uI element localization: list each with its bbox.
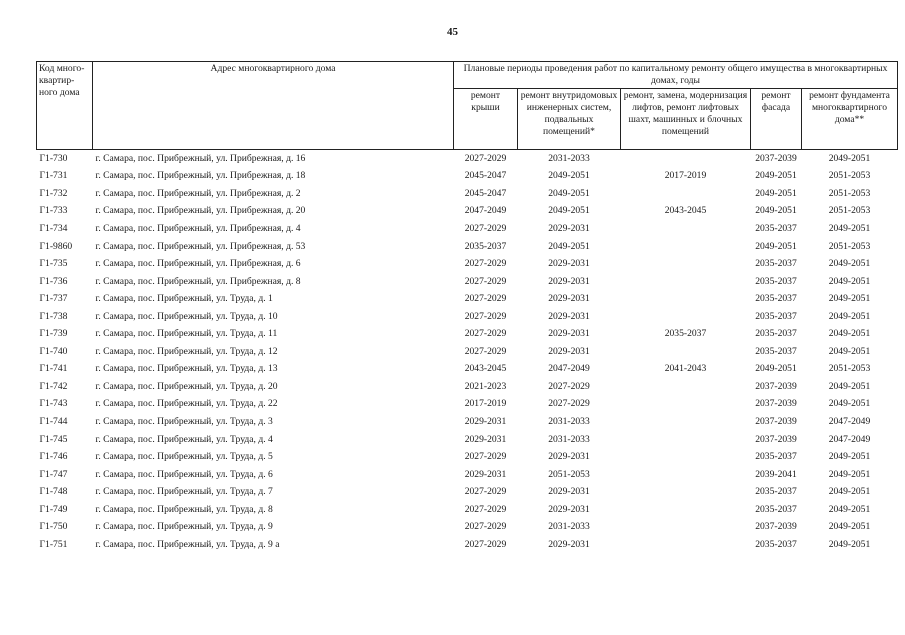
table-row — [37, 431, 898, 449]
header-roof: ремонт крыши — [454, 89, 518, 150]
cell-engineering: 2031-2033 — [548, 433, 590, 445]
cell-roof: 2029-2031 — [464, 468, 507, 480]
cell-roof: 2027-2029 — [464, 275, 507, 287]
cell-roof: 2027-2029 — [454, 150, 518, 168]
cell-facade: 2037-2039 — [751, 150, 802, 168]
cell-roof: 2027-2029 — [464, 345, 507, 357]
table-row — [37, 413, 898, 431]
cell-foundation: 2049-2051 — [828, 398, 871, 410]
cell-elevators — [621, 483, 751, 501]
cell-roof: 2035-2037 — [464, 240, 507, 252]
cell-roof: 2021-2023 — [464, 380, 507, 392]
cell-foundation: 2049-2051 — [828, 451, 871, 463]
table-body — [37, 150, 898, 554]
cell-code: Г1-737 — [39, 293, 68, 305]
cell-roof: 2027-2029 — [464, 451, 507, 463]
cell-roof: 2027-2029 — [464, 222, 507, 234]
cell-foundation: 2051-2053 — [828, 187, 871, 199]
cell-facade: 2035-2037 — [755, 538, 797, 550]
cell-foundation: 2049-2051 — [828, 345, 871, 357]
cell-engineering: 2029-2031 — [548, 275, 590, 287]
cell-roof: 2027-2029 — [464, 293, 507, 305]
cell-roof: 2017-2019 — [464, 398, 507, 410]
cell-elevators — [621, 431, 751, 449]
cell-foundation: 2049-2051 — [828, 328, 871, 340]
cell-roof: 2045-2047 — [464, 170, 507, 182]
cell-facade: 2049-2051 — [755, 240, 797, 252]
cell-address: г. Самара, пос. Прибрежный, ул. Труда, д. 13 — [95, 363, 278, 375]
cell-address: г. Самара, пос. Прибрежный, ул. Труда, д. 20 — [95, 380, 278, 392]
cell-code: Г1-738 — [39, 310, 68, 322]
cell-roof: 2027-2029 — [464, 538, 507, 550]
table-row — [37, 361, 898, 379]
cell-foundation: 2049-2051 — [802, 150, 898, 168]
table-row — [37, 150, 898, 168]
cell-address: г. Самара, пос. Прибрежный, ул. Труда, д. 6 — [95, 468, 273, 480]
cell-engineering: 2029-2031 — [548, 258, 590, 270]
header-facade: ремонт фасада — [751, 89, 802, 150]
header-periods: Плановые периоды проведения работ по капитальному ремонту общего имущества в многоквартирных домах, годы — [454, 62, 898, 89]
cell-facade: 2035-2037 — [755, 486, 797, 498]
cell-foundation: 2049-2051 — [828, 293, 871, 305]
cell-address: г. Самара, пос. Прибрежный, ул. Прибрежная, д. 53 — [95, 240, 306, 252]
cell-engineering: 2029-2031 — [548, 310, 590, 322]
cell-facade: 2049-2051 — [755, 205, 797, 217]
cell-engineering: 2031-2033 — [518, 150, 621, 168]
cell-code: Г1-743 — [39, 398, 68, 410]
page-number: 45 — [447, 26, 458, 38]
cell-foundation: 2049-2051 — [828, 486, 871, 498]
cell-engineering: 2029-2031 — [548, 486, 590, 498]
cell-elevators — [621, 273, 751, 291]
cell-facade: 2049-2051 — [755, 187, 797, 199]
cell-address: г. Самара, пос. Прибрежный, ул. Труда, д. 4 — [95, 433, 273, 445]
repair-schedule-table — [36, 61, 898, 554]
cell-address: г. Самара, пос. Прибрежный, ул. Труда, д. 1 — [95, 293, 273, 305]
cell-elevators — [621, 255, 751, 273]
cell-elevators: 2035-2037 — [664, 328, 707, 340]
cell-foundation: 2049-2051 — [828, 380, 871, 392]
cell-address: г. Самара, пос. Прибрежный, ул. Прибрежная, д. 16 — [93, 150, 454, 168]
table-row — [37, 308, 898, 326]
cell-elevators — [621, 150, 751, 168]
cell-elevators — [621, 185, 751, 203]
cell-code: Г1-749 — [39, 503, 68, 515]
cell-foundation: 2049-2051 — [828, 503, 871, 515]
table-row — [37, 290, 898, 308]
table-row — [37, 185, 898, 203]
cell-address: г. Самара, пос. Прибрежный, ул. Труда, д. 11 — [95, 328, 278, 340]
cell-facade: 2037-2039 — [755, 415, 797, 427]
table-header — [37, 62, 898, 150]
cell-roof: 2027-2029 — [464, 328, 507, 340]
cell-code: Г1-734 — [39, 222, 68, 234]
cell-elevators — [621, 343, 751, 361]
header-code: Код много-квартир-ного дома — [37, 62, 93, 150]
cell-engineering: 2029-2031 — [548, 503, 590, 515]
cell-foundation: 2049-2051 — [828, 521, 871, 533]
cell-address: г. Самара, пос. Прибрежный, ул. Труда, д. 7 — [95, 486, 273, 498]
table-row — [37, 518, 898, 536]
header-foundation: ремонт фундамента многоквартирного дома** — [802, 89, 898, 150]
table-row — [37, 343, 898, 361]
table-row — [37, 203, 898, 221]
cell-code: Г1-732 — [39, 187, 68, 199]
cell-facade: 2049-2051 — [755, 170, 797, 182]
cell-elevators — [621, 466, 751, 484]
cell-facade: 2035-2037 — [755, 275, 797, 287]
cell-address: г. Самара, пос. Прибрежный, ул. Труда, д. 9 — [95, 521, 273, 533]
cell-code: Г1-748 — [39, 486, 68, 498]
cell-foundation: 2049-2051 — [828, 538, 871, 550]
cell-foundation: 2051-2053 — [828, 170, 871, 182]
cell-address: г. Самара, пос. Прибрежный, ул. Труда, д. 10 — [95, 310, 278, 322]
cell-engineering: 2027-2029 — [548, 398, 590, 410]
cell-elevators — [621, 220, 751, 238]
table-row — [37, 396, 898, 414]
cell-code: Г1-750 — [39, 521, 68, 533]
cell-facade: 2035-2037 — [755, 222, 797, 234]
cell-facade: 2037-2039 — [755, 433, 797, 445]
cell-elevators: 2041-2043 — [664, 363, 707, 375]
table-row — [37, 448, 898, 466]
table-row — [37, 378, 898, 396]
cell-foundation: 2049-2051 — [828, 310, 871, 322]
table-row — [37, 501, 898, 519]
cell-address: г. Самара, пос. Прибрежный, ул. Прибрежная, д. 8 — [95, 275, 301, 287]
header-address: Адрес многоквартирного дома — [93, 62, 454, 150]
cell-address: г. Самара, пос. Прибрежный, ул. Труда, д. 22 — [95, 398, 278, 410]
cell-code: Г1-741 — [39, 363, 68, 375]
cell-address: г. Самара, пос. Прибрежный, ул. Прибрежная, д. 2 — [95, 187, 301, 199]
cell-code: Г1-746 — [39, 451, 68, 463]
cell-code: Г1-731 — [39, 170, 68, 182]
cell-code: Г1-9860 — [39, 240, 73, 252]
cell-code: Г1-751 — [39, 538, 68, 550]
cell-address: г. Самара, пос. Прибрежный, ул. Прибрежная, д. 18 — [95, 170, 306, 182]
cell-engineering: 2029-2031 — [548, 538, 590, 550]
cell-engineering: 2049-2051 — [548, 240, 590, 252]
cell-elevators — [621, 308, 751, 326]
cell-facade: 2035-2037 — [755, 293, 797, 305]
cell-facade: 2035-2037 — [755, 503, 797, 515]
cell-engineering: 2029-2031 — [548, 328, 590, 340]
cell-elevators — [621, 536, 751, 554]
cell-code: Г1-733 — [39, 205, 68, 217]
cell-elevators: 2043-2045 — [664, 205, 707, 217]
table-row — [37, 220, 898, 238]
cell-address: г. Самара, пос. Прибрежный, ул. Прибрежная, д. 20 — [95, 205, 306, 217]
table-row — [37, 325, 898, 343]
cell-elevators — [621, 238, 751, 256]
cell-address: г. Самара, пос. Прибрежный, ул. Прибрежная, д. 6 — [95, 258, 301, 270]
cell-engineering: 2031-2033 — [548, 415, 590, 427]
cell-engineering: 2051-2053 — [548, 468, 590, 480]
cell-roof: 2027-2029 — [464, 258, 507, 270]
table-row — [37, 273, 898, 291]
cell-facade: 2037-2039 — [755, 380, 797, 392]
cell-elevators — [621, 290, 751, 308]
cell-engineering: 2027-2029 — [548, 380, 590, 392]
cell-foundation: 2049-2051 — [828, 275, 871, 287]
table-row — [37, 466, 898, 484]
cell-facade: 2037-2039 — [755, 521, 797, 533]
cell-elevators — [621, 448, 751, 466]
cell-roof: 2027-2029 — [464, 486, 507, 498]
cell-roof: 2045-2047 — [464, 187, 507, 199]
cell-roof: 2027-2029 — [464, 310, 507, 322]
cell-facade: 2039-2041 — [755, 468, 797, 480]
cell-facade: 2035-2037 — [755, 451, 797, 463]
cell-code: Г1-745 — [39, 433, 68, 445]
cell-roof: 2027-2029 — [464, 521, 507, 533]
cell-facade: 2035-2037 — [755, 345, 797, 357]
cell-engineering: 2047-2049 — [548, 363, 590, 375]
cell-engineering: 2029-2031 — [548, 451, 590, 463]
cell-code: Г1-747 — [39, 468, 68, 480]
cell-code: Г1-736 — [39, 275, 68, 287]
table-row — [37, 483, 898, 501]
cell-roof: 2043-2045 — [464, 363, 507, 375]
cell-foundation: 2047-2049 — [828, 415, 871, 427]
table-row — [37, 536, 898, 554]
header-elevators: ремонт, замена, модернизация лифтов, ремонт лифтовых шахт, машинных и блочных помещений — [621, 89, 751, 150]
cell-foundation: 2049-2051 — [828, 468, 871, 480]
cell-facade: 2035-2037 — [755, 258, 797, 270]
cell-foundation: 2047-2049 — [828, 433, 871, 445]
cell-elevators — [621, 501, 751, 519]
cell-elevators — [621, 413, 751, 431]
cell-facade: 2037-2039 — [755, 398, 797, 410]
cell-engineering: 2029-2031 — [548, 345, 590, 357]
cell-address: г. Самара, пос. Прибрежный, ул. Труда, д. 12 — [95, 345, 278, 357]
cell-facade: 2035-2037 — [755, 310, 797, 322]
cell-foundation: 2051-2053 — [828, 363, 871, 375]
cell-elevators — [621, 396, 751, 414]
cell-foundation: 2051-2053 — [828, 205, 871, 217]
table-row — [37, 238, 898, 256]
cell-foundation: 2049-2051 — [828, 258, 871, 270]
table-row — [37, 168, 898, 186]
cell-roof: 2027-2029 — [464, 503, 507, 515]
cell-code: Г1-735 — [39, 258, 68, 270]
repair-schedule-table-container — [36, 61, 897, 554]
cell-engineering: 2049-2051 — [548, 170, 590, 182]
cell-roof: 2029-2031 — [464, 433, 507, 445]
cell-facade: 2049-2051 — [755, 363, 797, 375]
header-engineering: ремонт внутридомовых инженерных систем, подвальных помещений* — [518, 89, 621, 150]
cell-elevators: 2017-2019 — [664, 170, 707, 182]
cell-code: Г1-739 — [39, 328, 68, 340]
cell-address: г. Самара, пос. Прибрежный, ул. Труда, д. 5 — [95, 451, 273, 463]
cell-code: Г1-730 — [37, 150, 93, 168]
cell-code: Г1-744 — [39, 415, 68, 427]
cell-engineering: 2049-2051 — [548, 187, 590, 199]
cell-roof: 2029-2031 — [464, 415, 507, 427]
cell-address: г. Самара, пос. Прибрежный, ул. Прибрежная, д. 4 — [95, 222, 301, 234]
cell-engineering: 2049-2051 — [548, 205, 590, 217]
cell-code: Г1-740 — [39, 345, 68, 357]
cell-engineering: 2029-2031 — [548, 222, 590, 234]
cell-engineering: 2029-2031 — [548, 293, 590, 305]
cell-roof: 2047-2049 — [464, 205, 507, 217]
cell-foundation: 2049-2051 — [828, 222, 871, 234]
cell-code: Г1-742 — [39, 380, 68, 392]
cell-address: г. Самара, пос. Прибрежный, ул. Труда, д. 3 — [95, 415, 273, 427]
cell-elevators — [621, 378, 751, 396]
cell-elevators — [621, 518, 751, 536]
cell-engineering: 2031-2033 — [548, 521, 590, 533]
cell-foundation: 2051-2053 — [828, 240, 871, 252]
cell-address: г. Самара, пос. Прибрежный, ул. Труда, д. 8 — [95, 503, 273, 515]
table-row — [37, 255, 898, 273]
cell-facade: 2035-2037 — [755, 328, 797, 340]
cell-address: г. Самара, пос. Прибрежный, ул. Труда, д. 9 а — [95, 538, 280, 550]
